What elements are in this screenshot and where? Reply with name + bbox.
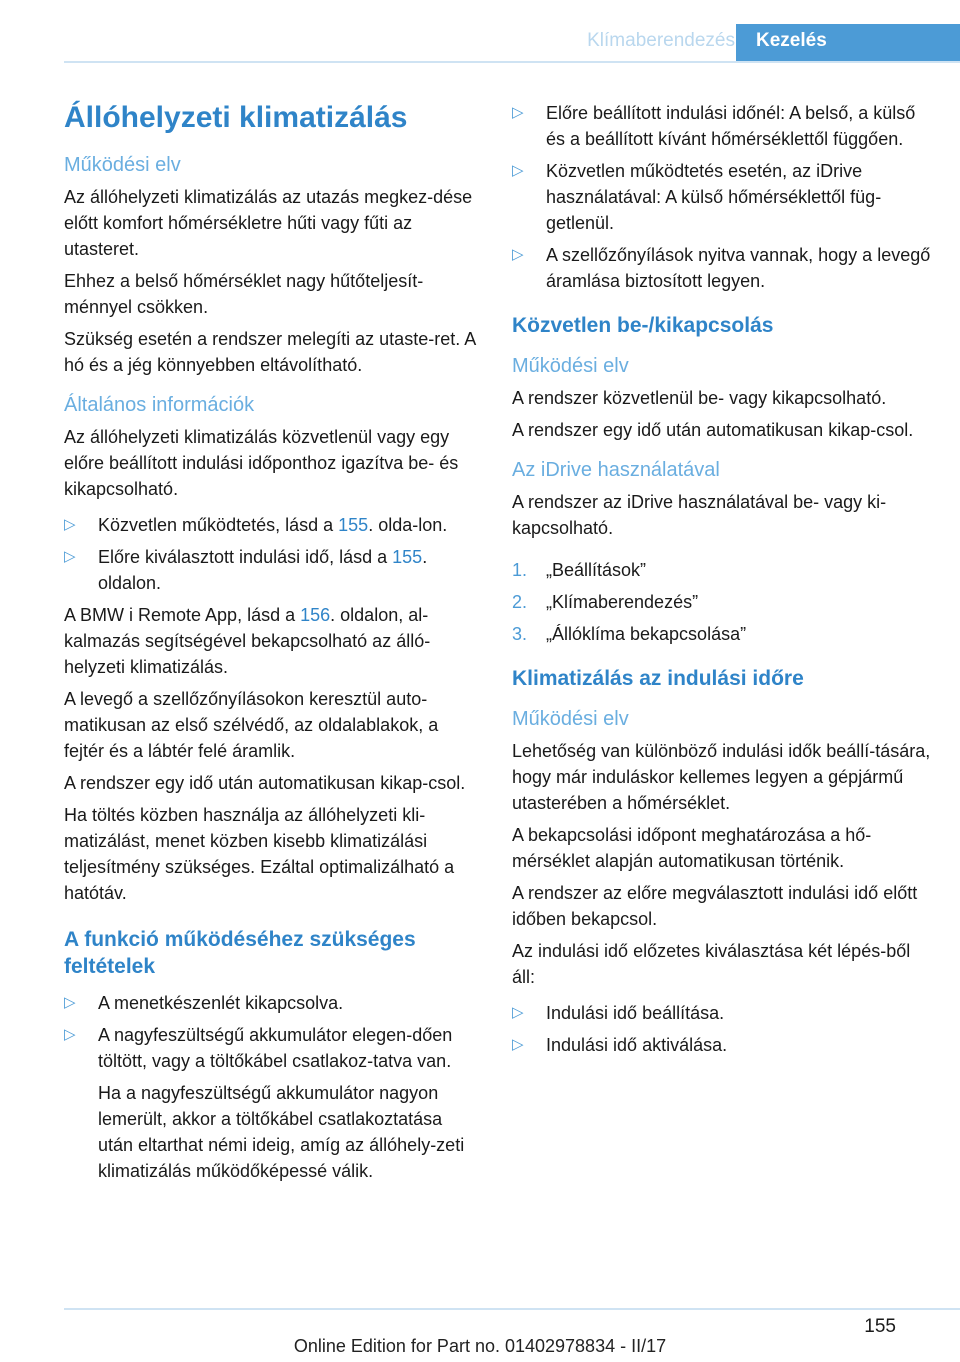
paragraph: Az állóhelyzeti klimatizálás az utazás megkez-dése előtt komfort hőmérsékletre hűti vagy fűti az utasteret. bbox=[64, 187, 473, 259]
bullet-marker-icon: ▷ bbox=[512, 162, 524, 179]
paragraph: A BMW i Remote App, lásd a 156. oldalon, al-kalmazás segítségével bekapcsolható az álló-helyzeti klimatizálás. bbox=[64, 605, 431, 677]
bullet-item: ▷ Indulási idő beállítása. bbox=[512, 1000, 932, 1026]
step-number: 3. bbox=[512, 624, 528, 644]
bullet-marker-icon: ▷ bbox=[64, 548, 76, 565]
page-link[interactable]: 156 bbox=[300, 605, 331, 625]
paragraph: Ha töltés közben használja az állóhelyzeti kli-matizálást, menet közben kisebb klimatizálási teljesítmény szükséges. Ezáltal optimalizálható a hatótáv. bbox=[64, 805, 455, 903]
bullet-marker-icon: ▷ bbox=[64, 994, 76, 1011]
page-link[interactable]: 155 bbox=[392, 547, 423, 567]
bullet-item: ▷ Előre beállított indulási időnél: A belső, a külső és a beállított kívánt hőmérséklettől függően. bbox=[512, 100, 932, 152]
page-number: 155 bbox=[864, 1316, 896, 1337]
header-chapter-tab: Kezelés bbox=[736, 24, 960, 62]
numbered-step bbox=[512, 621, 932, 647]
bullet-marker-icon: ▷ bbox=[512, 1004, 524, 1021]
page-link[interactable]: 155 bbox=[338, 515, 369, 535]
bullet-marker-icon: ▷ bbox=[512, 104, 524, 121]
numbered-step bbox=[512, 557, 932, 583]
footer-rule bbox=[64, 1308, 960, 1310]
paragraph: A rendszer közvetlenül be- vagy kikapcsolható. bbox=[512, 388, 887, 408]
paragraph: A levegő a szellőzőnyílásokon keresztül auto-matikusan az első szélvédő, az oldalablakok, a fejtér és a lábtér felé áramlik. bbox=[64, 689, 439, 761]
bullet-item: ▷ Indulási idő aktiválása. bbox=[512, 1032, 932, 1058]
step-number: 1. bbox=[512, 560, 528, 580]
subheading-principle: Működési elv bbox=[512, 708, 629, 730]
bullet-marker-icon: ▷ bbox=[512, 246, 524, 263]
paragraph: A rendszer az előre megválasztott indulási idő előtt időben bekapcsol. bbox=[512, 883, 918, 929]
bullet-item: ▷ A nagyfeszültségű akkumulátor elegen-dően töltött, vagy a töltőkábel csatlakoz-tatva van. bbox=[64, 1022, 482, 1074]
bullet-marker-icon: ▷ bbox=[512, 1036, 524, 1053]
section-heading-departure: Klimatizálás az indulási időre bbox=[512, 667, 804, 690]
right-column bbox=[512, 100, 932, 1064]
paragraph: Az indulási idő előzetes kiválasztása két lépés-ből áll: bbox=[512, 941, 911, 987]
bullet-marker-icon: ▷ bbox=[64, 516, 76, 533]
header-section-label: Klímaberendezés bbox=[587, 30, 735, 51]
bullet-item: ▷ Közvetlen működtetés, lásd a 155. olda-lon. bbox=[64, 512, 482, 538]
subheading-principle: Működési elv bbox=[512, 355, 629, 377]
section-heading-requirements: A funkció működéséhez szükséges feltételek bbox=[64, 928, 416, 978]
paragraph: Szükség esetén a rendszer melegíti az utaste-ret. A hó és a jég könnyebben eltávolítható. bbox=[64, 329, 476, 375]
step-text: „Klímaberendezés” bbox=[546, 592, 699, 612]
paragraph: A rendszer az iDrive használatával be- vagy ki-kapcsolható. bbox=[512, 492, 887, 538]
section-heading-direct: Közvetlen be-/kikapcsolás bbox=[512, 314, 774, 337]
header-rule bbox=[64, 61, 960, 63]
paragraph: Az állóhelyzeti klimatizálás közvetlenül vagy egy előre beállított indulási időponthoz igazítva be- és kikapcsolható. bbox=[64, 427, 459, 499]
paragraph: A bekapcsolási időpont meghatározása a hő-mérséklet alapján automatikusan történik. bbox=[512, 825, 872, 871]
subheading-idrive: Az iDrive használatával bbox=[512, 459, 720, 481]
left-column bbox=[64, 100, 482, 1190]
step-text: „Beállítások” bbox=[546, 560, 647, 580]
page-title: Állóhelyzeti klimatizálás bbox=[64, 101, 408, 134]
paragraph: A rendszer egy idő után automatikusan kikap-csol. bbox=[64, 773, 466, 793]
edition-footer: Online Edition for Part no. 01402978834 - II/17 bbox=[293, 1336, 667, 1356]
numbered-step bbox=[512, 589, 932, 615]
bullet-marker-icon: ▷ bbox=[64, 1026, 76, 1043]
section-heading-general: Általános információk bbox=[64, 394, 255, 416]
bullet-item: ▷ A szellőzőnyílások nyitva vannak, hogy a levegő áramlása biztosított legyen. bbox=[512, 242, 932, 294]
bullet-item: ▷ Előre kiválasztott indulási idő, lásd a 155. oldalon. bbox=[64, 544, 482, 596]
bullet-note: Ha a nagyfeszültségű akkumulátor nagyon lemerült, akkor a töltőkábel csatlakoztatása után eltarthat némi ideig, amíg az állóhely-zeti klimatizálás működőképessé válik. bbox=[98, 1083, 465, 1181]
step-text: „Állóklíma bekapcsolása” bbox=[546, 624, 747, 644]
paragraph: Ehhez a belső hőmérséklet nagy hűtőteljesít-ménnyel csökken. bbox=[64, 271, 424, 317]
bullet-item: ▷ Közvetlen működtetés esetén, az iDrive használatával: A külső hőmérséklettől füg-getlenül. bbox=[512, 158, 932, 236]
section-heading-principle: Működési elv bbox=[64, 154, 181, 176]
step-number: 2. bbox=[512, 592, 528, 612]
bullet-item: ▷ A menetkészenlét kikapcsolva. bbox=[64, 990, 482, 1016]
paragraph: Lehetőség van különböző indulási idők beállí-tására, hogy már induláskor kellemes legyen a gépjármű utasterében a hőmérséklet. bbox=[512, 741, 931, 813]
paragraph: A rendszer egy idő után automatikusan kikap-csol. bbox=[512, 420, 914, 440]
